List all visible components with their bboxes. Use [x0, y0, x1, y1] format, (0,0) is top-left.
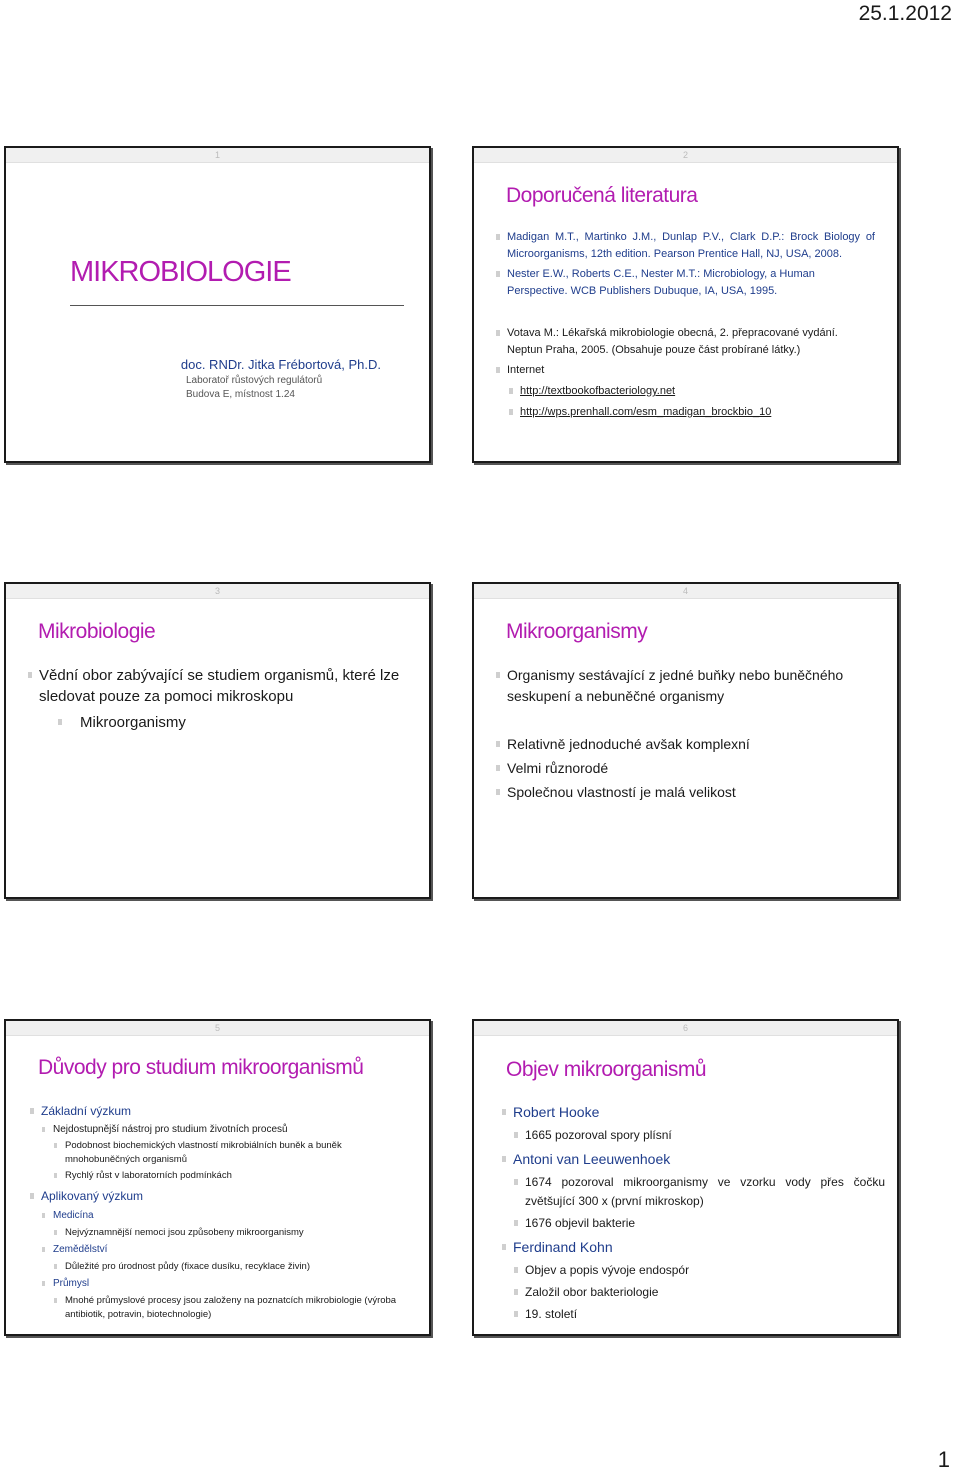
microorganisms-item: Mikroorganismy: [58, 712, 407, 733]
textbook-link[interactable]: http://textbookofbacteriology.net: [520, 385, 676, 397]
industry: Průmysl: [42, 1277, 409, 1291]
property-size: Společnou vlastností je malá velikost: [496, 782, 875, 803]
slide-number: 4: [474, 584, 897, 599]
slide-title: MIKROBIOLOGIE: [70, 256, 291, 288]
slide-number: 1: [6, 148, 429, 163]
slide-1: [4, 146, 431, 463]
lit-item-votava: Votava M.: Lékařská mikrobiologie obecná, 2. přepracované vydání. Neptun Praha, 2005. (Obsahuje pouze část probírané látky.): [496, 325, 875, 359]
author-name: doc. RNDr. Jitka Frébortová, Ph.D.: [180, 357, 381, 372]
slide-title: Mikrobiologie: [38, 620, 156, 643]
kohn: Ferdinand Kohn: [502, 1237, 885, 1258]
slide-number: 6: [474, 1021, 897, 1036]
agriculture: Zemědělství: [42, 1243, 409, 1257]
medicine: Medicína: [42, 1209, 409, 1223]
slide-4: [472, 582, 899, 899]
slide-5: [4, 1019, 431, 1336]
kohn-bacteriology: Založil obor bakteriologie: [514, 1283, 885, 1302]
slide-number: 5: [6, 1021, 429, 1036]
basic-research-sub: Nejdostupnější nástroj pro studium životních procesů: [42, 1123, 409, 1137]
link-textbook: [509, 383, 875, 400]
slide-number: 2: [474, 148, 897, 163]
leeuwenhoek-bacteria: 1676 objevil bakterie: [514, 1214, 885, 1233]
slide-body: [502, 1102, 885, 1324]
slide-title: Důvody pro studium mikroorganismů: [38, 1056, 364, 1079]
agriculture-sub: Důležité pro úrodnost půdy (fixace dusíku, recyklace živin): [54, 1260, 409, 1274]
slide-body: [30, 1102, 409, 1322]
hooke: Robert Hooke: [502, 1102, 885, 1123]
kohn-century: 19. století: [514, 1305, 885, 1324]
leeuwenhoek-microscope: 1674 pozoroval mikroorganismy ve vzorku vody přes čočku zvětšující 300 x (první mikroskop): [514, 1173, 885, 1211]
basic-research: Základní výzkum: [30, 1102, 409, 1121]
link-prenhall: [509, 404, 875, 421]
definition-item: Organismy sestávající z jedné buňky nebo buněčného seskupení a nebuněčné organismy: [496, 665, 875, 707]
basic-research-similarity: Podobnost biochemických vlastností mikrobiálních buněk a buněk mnohobuněčných organismů: [54, 1139, 409, 1167]
prenhall-link[interactable]: http://wps.prenhall.com/esm_madigan_brockbio_10: [520, 406, 772, 418]
basic-research-growth: Rychlý růst v laboratorních podmínkách: [54, 1169, 409, 1183]
literature-list: [496, 229, 875, 421]
lit-item-brock: Madigan M.T., Martinko J.M., Dunlap P.V., Clark D.P.: Brock Biology of Microorganisms, 12th edition. Pearson Prentice Hall, NJ, USA, 2008.: [496, 229, 875, 263]
hooke-sub: 1665 pozoroval spory plísní: [514, 1126, 885, 1145]
page-number: 1: [937, 1447, 950, 1472]
kohn-endospores: Objev a popis vývoje endospór: [514, 1261, 885, 1280]
slide-title: Doporučená literatura: [506, 184, 698, 207]
slide-title: Objev mikroorganismů: [506, 1058, 707, 1081]
page-date: 25.1.2012: [858, 2, 952, 25]
leeuwenhoek: Antoni van Leeuwenhoek: [502, 1149, 885, 1170]
medicine-sub: Nejvýznamnější nemoci jsou způsobeny mikroorganismy: [54, 1226, 409, 1240]
definition-item: Vědní obor zabývající se studiem organismů, které lze sledovat pouze za pomoci mikroskopu: [28, 665, 407, 707]
slide-6: [472, 1019, 899, 1336]
lab-name: Laboratoř růstových regulátorů: [186, 375, 323, 386]
applied-research: Aplikovaný výzkum: [30, 1187, 409, 1206]
industry-sub: Mnohé průmyslové procesy jsou založeny na poznatcích mikrobiologie (výroba antibiotik, potravin, biotechnologie): [54, 1294, 409, 1322]
slide-2: [472, 146, 899, 463]
slide-number: 3: [6, 584, 429, 599]
property-simple: Relativně jednoduché avšak komplexní: [496, 734, 875, 755]
location: Budova E, místnost 1.24: [186, 389, 295, 400]
lit-item-nester: Nester E.W., Roberts C.E., Nester M.T.: Microbiology, a Human Perspective. WCB Publishers Dubuque, IA, USA, 1995.: [496, 266, 875, 300]
slide-3: [4, 582, 431, 899]
slide-title: Mikroorganismy: [506, 620, 648, 643]
lit-item-internet: Internet: [496, 362, 875, 379]
slide-body: [496, 665, 875, 803]
slide-body: [28, 665, 407, 733]
property-diverse: Velmi různorodé: [496, 758, 875, 779]
title-underline: [70, 305, 404, 306]
